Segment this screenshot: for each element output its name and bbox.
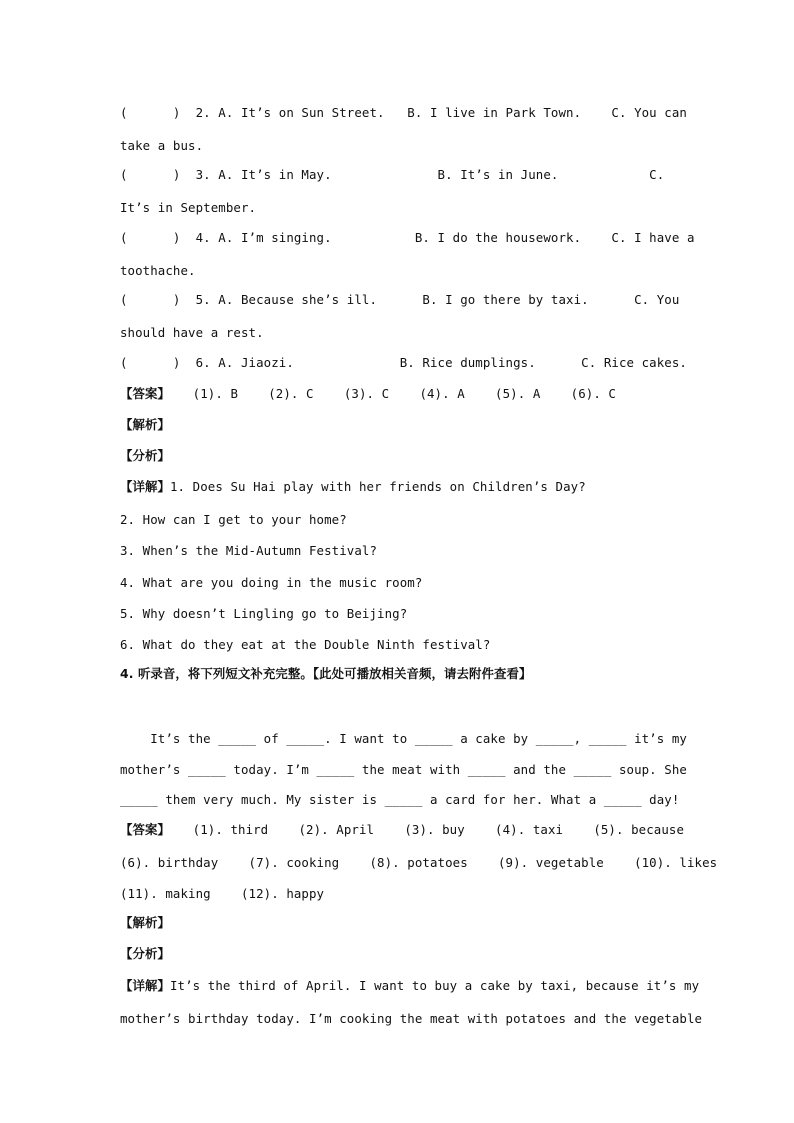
detail-label: 【详解】 [120,978,170,993]
q3-item-2-continued: take a bus. [120,138,204,153]
q3-jiexi-label: 【解析】 [120,417,170,432]
detail-label: 【详解】 [120,479,170,494]
q3-item-5: ( ) 5. A. Because she’s ill. B. I go there by taxi. C. You [120,292,680,307]
q3-detail-1 [120,479,676,495]
q4-answer-line-1 [120,822,685,838]
q4-answer-line-2: (6). birthday (7). cooking (8). potatoes (9). vegetable (10). likes [120,855,718,870]
q4-detail-1 [120,978,700,994]
q3-item-5-continued: should have a rest. [120,325,264,340]
answer-text: (1). third (2). April (3). buy (4). taxi (5). because [169,822,685,837]
q3-fenxi-label: 【分析】 [120,448,170,463]
q3-item-3-continued: It’s in September. [120,200,257,215]
answer-label: 【答案】 [120,822,170,837]
q4-passage-line-2: mother’s _____ today. I’m _____ the meat with _____ and the _____ soup. She [120,762,687,777]
q3-item-2: ( ) 2. A. It’s on Sun Street. B. I live in Park Town. C. You can [120,105,687,120]
detail-text: 1. Does Su Hai play with her friends on Children’s Day? [169,479,586,494]
q3-item-4-continued: toothache. [120,263,196,278]
q4-answer-line-3: (11). making (12). happy [120,886,325,901]
q3-detail-5: 5. Why doesn’t Lingling go to Beijing? [120,606,408,621]
detail-text: It’s the third of April. I want to buy a cake by taxi, because it’s my [169,978,700,993]
q4-passage-line-3: _____ them very much. My sister is _____ a card for her. What a _____ day! [120,792,680,807]
q3-detail-4: 4. What are you doing in the music room? [120,575,423,590]
q3-detail-6: 6. What do they eat at the Double Ninth festival? [120,637,491,652]
answer-text: (1). B (2). C (3). C (4). A (5). A (6). C [169,386,616,401]
q4-passage-line-1: It’s the _____ of _____. I want to _____ a cake by _____, _____ it’s my [120,731,687,746]
answer-label: 【答案】 [120,386,170,401]
q3-detail-2: 2. How can I get to your home? [120,512,347,527]
q4-jiexi-label: 【解析】 [120,915,170,930]
q3-answer [120,386,676,402]
q3-item-4: ( ) 4. A. I’m singing. B. I do the housework. C. I have a [120,230,695,245]
q4-fenxi-label: 【分析】 [120,946,170,961]
q4-heading: 4. 听录音，将下列短文补充完整。【此处可播放相关音频，请去附件查看】 [120,666,532,681]
q3-item-6: ( ) 6. A. Jiaozi. B. Rice dumplings. C. Rice cakes. [120,355,687,370]
q3-item-3: ( ) 3. A. It’s in May. B. It’s in June. C. [120,167,665,182]
q3-detail-3: 3. When’s the Mid-Autumn Festival? [120,543,378,558]
q4-detail-2: mother’s birthday today. I’m cooking the meat with potatoes and the vegetable [120,1011,703,1026]
